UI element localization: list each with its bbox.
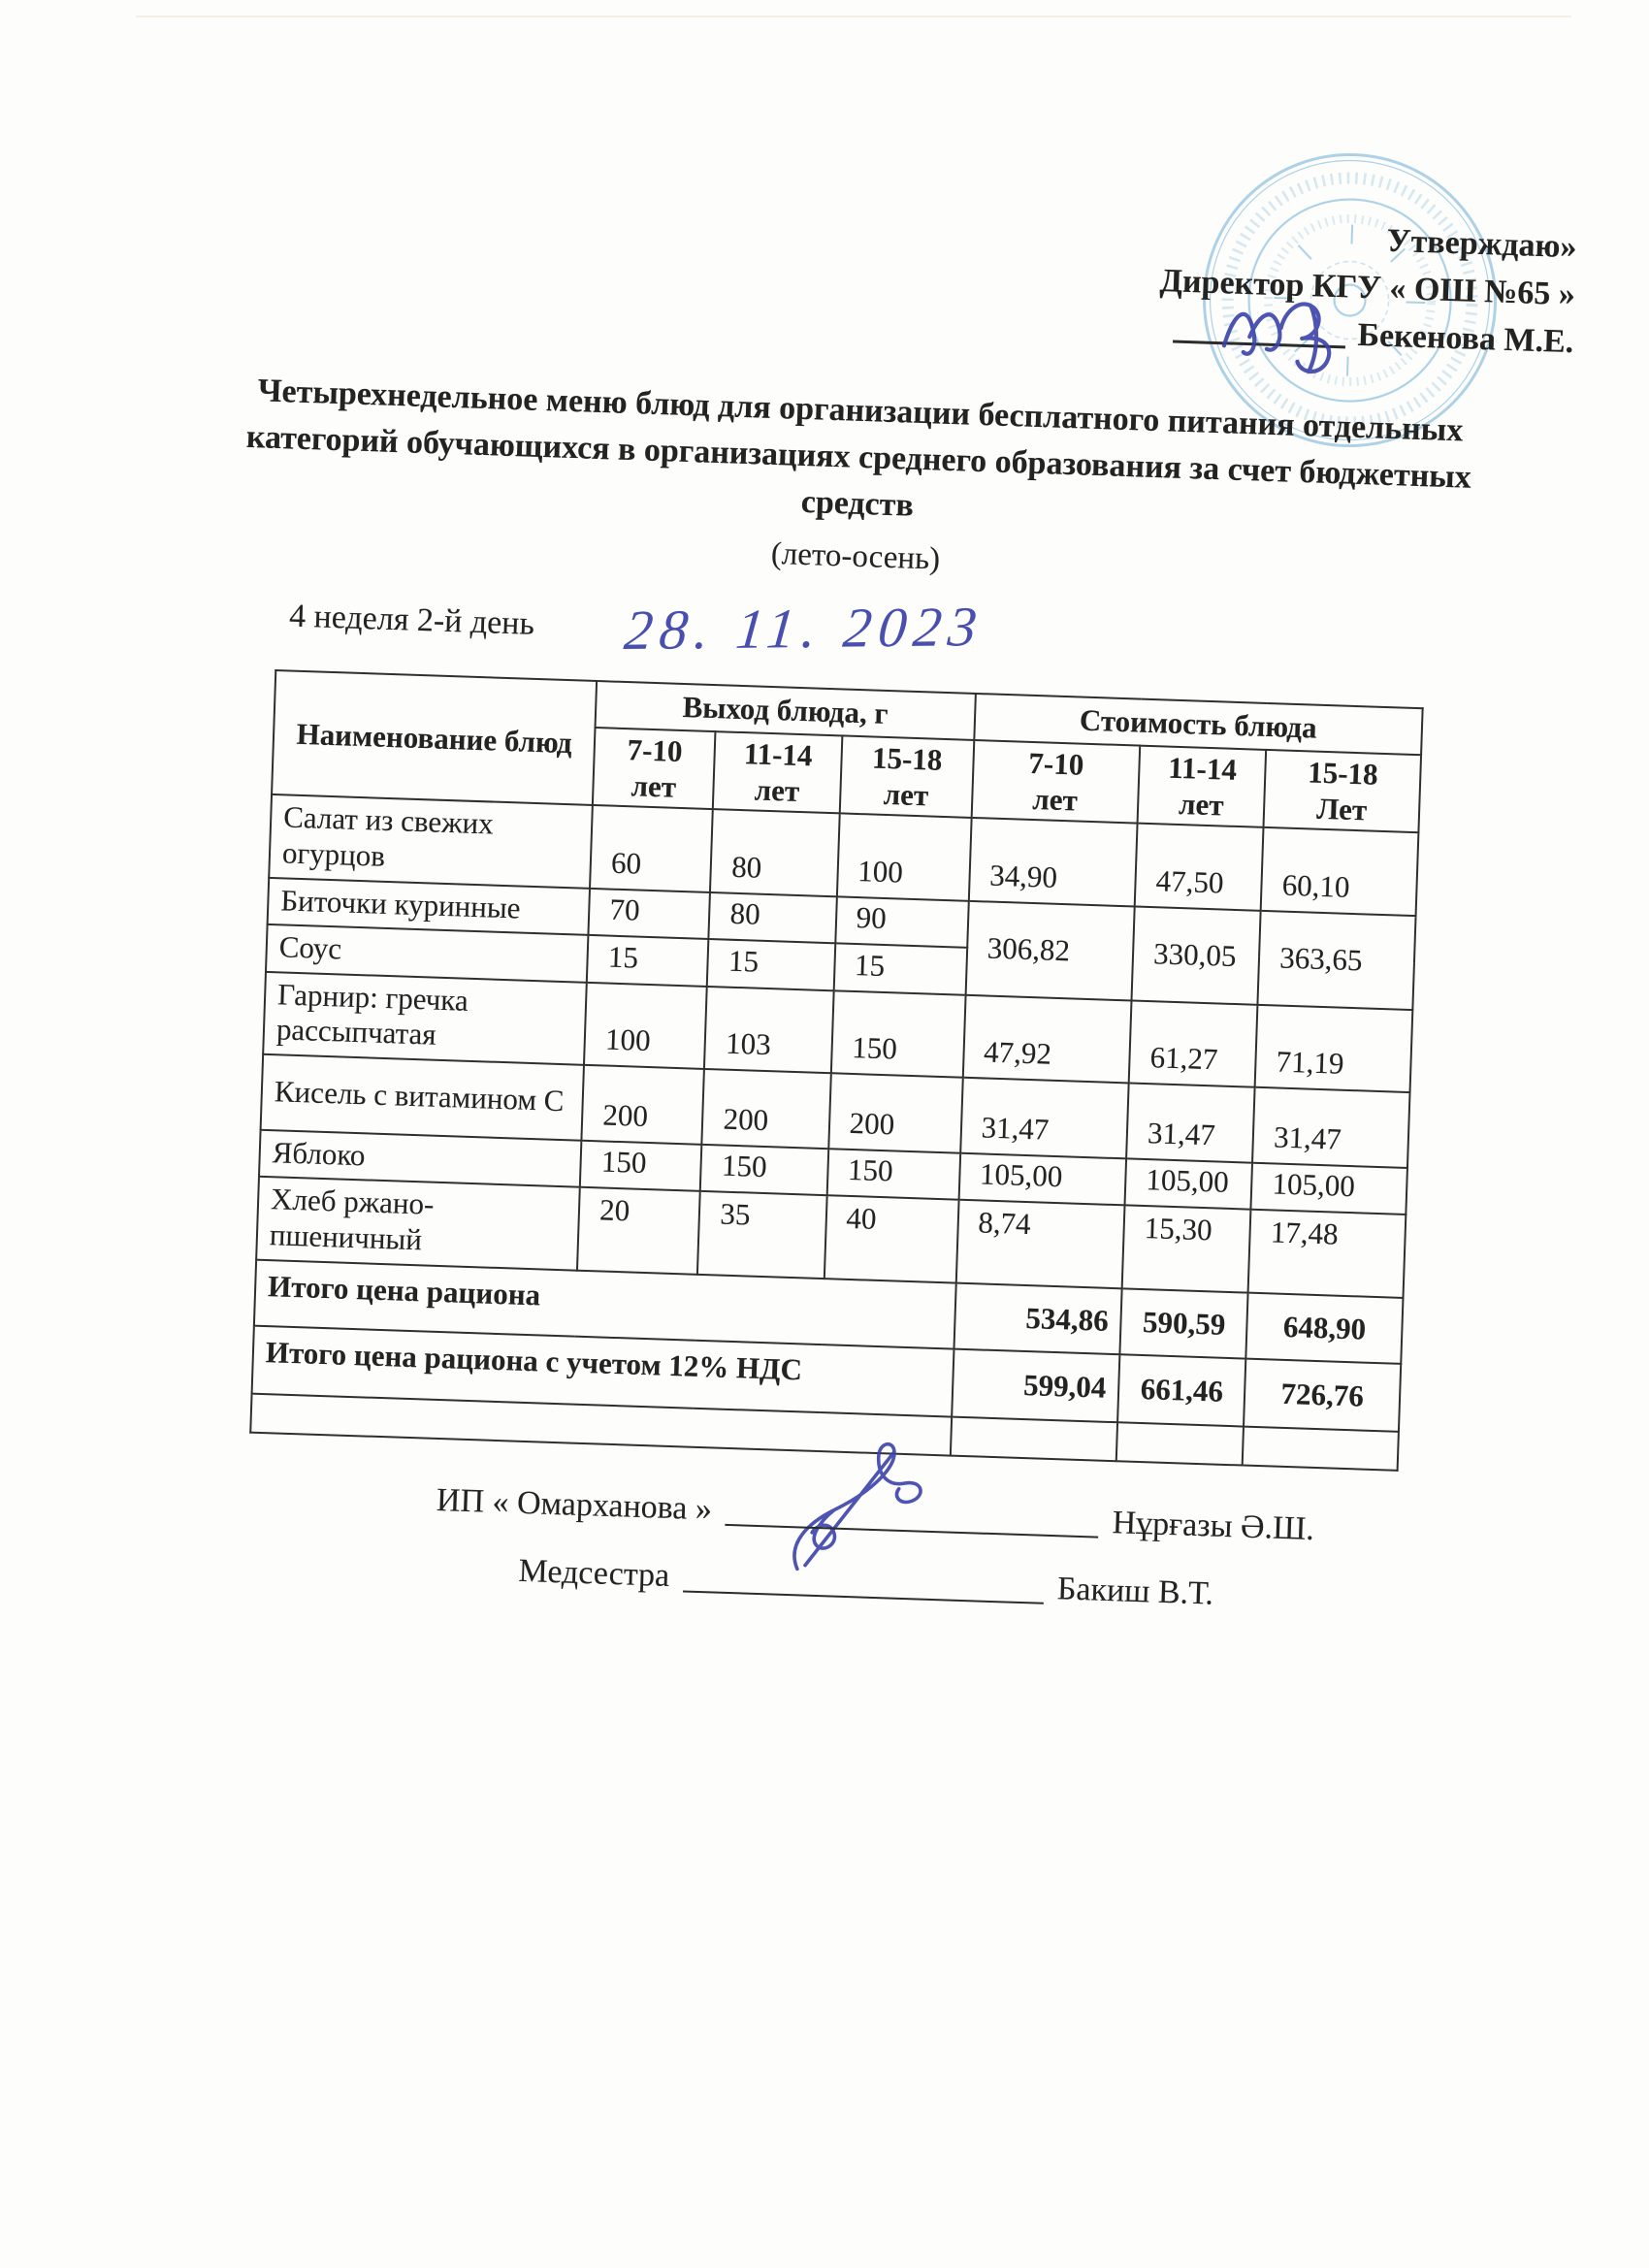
handwritten-date: 28. 11. 2023: [621, 595, 986, 663]
cost-cell: 17,48: [1248, 1210, 1406, 1297]
cost-cell: 34,90: [968, 818, 1137, 906]
weight-cell: 100: [836, 814, 971, 901]
menu-table: [249, 669, 1423, 1471]
signature-underline: [683, 1590, 1044, 1604]
age-column-header: 15-18 Лет: [1264, 750, 1421, 833]
weight-cell: 150: [580, 1141, 702, 1192]
dish-name-cell: Биточки куринные: [268, 877, 591, 935]
total-value-cell: 534,86: [954, 1282, 1122, 1354]
weight-cell: 150: [700, 1145, 828, 1196]
weight-cell: 150: [826, 1149, 960, 1200]
total-label-cell: Итого цена рациона с учетом 12% НДС: [252, 1325, 954, 1416]
weight-cell: 15: [833, 943, 967, 994]
total-label-cell: Итого цена рациона: [254, 1259, 955, 1348]
total-value-cell: 726,76: [1244, 1358, 1401, 1431]
weight-cell: 150: [830, 990, 965, 1078]
document-title-text: Четырехнедельное меню блюд для организации бесплатного питания отдельных категорий обучающихся в организациях среднего образования за счет бюджетных средств: [245, 373, 1472, 524]
weight-cell: 100: [584, 983, 707, 1069]
cost-cell: 60,10: [1261, 827, 1418, 915]
weight-cell: 20: [577, 1187, 700, 1274]
weight-cell: 80: [710, 809, 839, 895]
age-column-header: 7-10 лет: [971, 740, 1140, 824]
dish-name-cell: Кисель с витамином С: [261, 1054, 585, 1141]
age-column-header: 7-10 лет: [593, 728, 716, 809]
cost-cell: 105,00: [1125, 1158, 1253, 1210]
dish-name-cell: Гарнир: гречка рассыпчатая: [263, 972, 587, 1065]
cost-cell: 61,27: [1129, 1000, 1258, 1086]
cost-cell: 105,00: [1251, 1163, 1407, 1215]
weight-cell: 103: [704, 987, 833, 1073]
cost-cell: 47,92: [962, 994, 1131, 1083]
weight-cell: 15: [587, 935, 709, 987]
cost-cell-merged: 306,82: [965, 900, 1135, 1000]
weight-cell: 35: [697, 1191, 826, 1278]
nurse-label: Медсестра: [518, 1552, 670, 1594]
weight-cell: 200: [702, 1069, 831, 1149]
cost-cell: 31,47: [1252, 1087, 1409, 1168]
total-value-cell: 590,59: [1120, 1288, 1248, 1358]
supplier-label: ИП « Омарханова »: [436, 1482, 713, 1528]
cost-cell-merged: 363,65: [1258, 910, 1416, 1009]
total-value-cell: 648,90: [1246, 1292, 1404, 1363]
weight-cell: 90: [835, 896, 969, 948]
age-column-header: 15-18 лет: [839, 735, 974, 818]
weight-cell: 40: [824, 1196, 958, 1283]
weight-cell: 15: [707, 939, 835, 990]
dish-name-cell: Соус: [266, 924, 589, 983]
weight-cell: 60: [590, 805, 713, 891]
empty-cell: [1116, 1422, 1244, 1465]
total-value-cell: 599,04: [952, 1348, 1120, 1422]
age-column-header: 11-14 лет: [713, 731, 842, 814]
weight-cell: 70: [589, 888, 711, 939]
weight-group-header: Выход блюда, г: [596, 681, 976, 740]
approval-line-2: Директор КГУ « ОШ №65 »: [1159, 263, 1576, 313]
season-subtitle: (лето-осень): [770, 535, 941, 577]
week-day-label: 4 неделя 2-й день: [288, 598, 535, 642]
dish-column-header: Наименование блюд: [272, 670, 597, 805]
empty-cell: [1243, 1426, 1399, 1470]
cost-cell: 105,00: [958, 1153, 1126, 1206]
director-handwritten-signature: [1215, 275, 1383, 378]
weight-cell: 200: [582, 1065, 705, 1145]
dish-name-cell: Яблоко: [259, 1130, 582, 1188]
empty-cell: [950, 1416, 1117, 1461]
cost-cell: 31,47: [960, 1078, 1129, 1159]
cost-cell: 31,47: [1126, 1083, 1255, 1162]
cost-cell-merged: 330,05: [1132, 906, 1261, 1004]
cost-cell: 71,19: [1255, 1004, 1412, 1091]
cost-cell: 47,50: [1135, 824, 1264, 910]
dish-name-cell: Салат из свежих огурцов: [269, 794, 593, 888]
weight-cell: 200: [828, 1073, 963, 1152]
nurse-name: Бакиш В.Т.: [1056, 1571, 1214, 1612]
cost-group-header: Стоимость блюда: [974, 694, 1423, 755]
approval-signer-name: Бекенова М.Е.: [1356, 316, 1574, 361]
cost-cell: 15,30: [1122, 1206, 1251, 1292]
total-value-cell: 661,46: [1117, 1354, 1245, 1426]
approval-line-1: Утверждаю»: [1386, 222, 1578, 266]
weight-cell: 80: [709, 892, 837, 944]
cost-cell: 8,74: [955, 1200, 1124, 1288]
supplier-name: Нұрғазы Ә.Ш.: [1112, 1505, 1315, 1548]
age-column-header: 11-14 лет: [1138, 746, 1267, 828]
dish-name-cell: Хлеб ржано-пшеничный: [256, 1177, 580, 1270]
